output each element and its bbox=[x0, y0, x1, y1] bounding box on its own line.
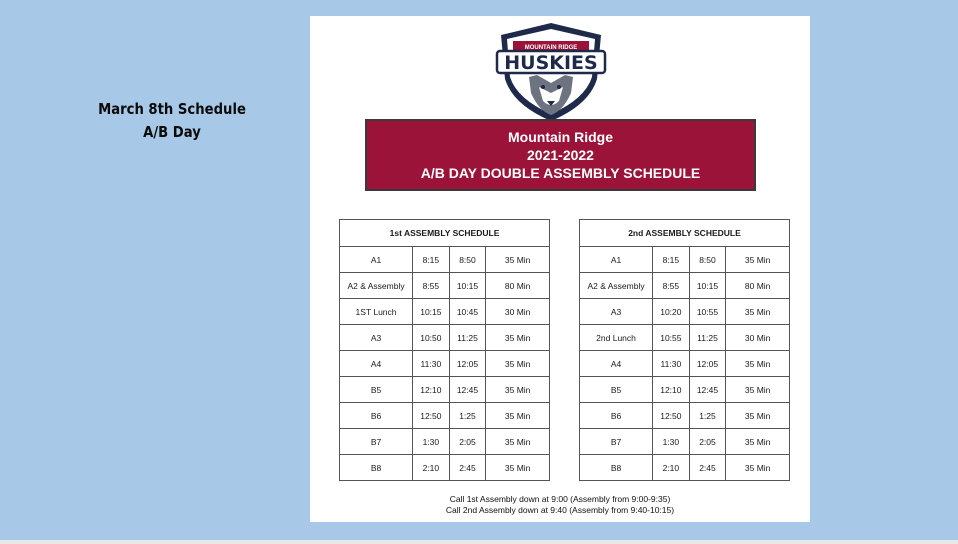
logo-top-text: MOUNTAIN RIDGE bbox=[524, 45, 578, 51]
end-time-cell: 2:45 bbox=[689, 455, 726, 481]
assembly-note-1: Call 1st Assembly down at 9:00 (Assembly from 9:00-9:35) bbox=[449, 494, 671, 504]
period-cell: A4 bbox=[340, 351, 413, 377]
banner-year: 2021-2022 bbox=[527, 147, 594, 163]
period-cell: A2 & Assembly bbox=[340, 273, 413, 299]
table-row bbox=[340, 299, 550, 325]
start-time-cell: 11:30 bbox=[413, 351, 450, 377]
end-time-cell: 12:45 bbox=[689, 377, 726, 403]
start-time-cell: 12:10 bbox=[413, 377, 450, 403]
start-time-cell: 8:55 bbox=[413, 273, 450, 299]
duration-cell: 35 Min bbox=[486, 247, 550, 273]
logo-word: HUSKIES bbox=[504, 52, 598, 74]
table-row bbox=[340, 455, 550, 481]
period-cell: 1ST Lunch bbox=[340, 299, 413, 325]
table-row bbox=[340, 429, 550, 455]
end-time-cell: 2:45 bbox=[449, 455, 486, 481]
duration-cell: 35 Min bbox=[726, 403, 790, 429]
slide-title-line2: A/B Day bbox=[143, 123, 201, 141]
start-time-cell: 2:10 bbox=[413, 455, 450, 481]
start-time-cell: 12:50 bbox=[653, 403, 690, 429]
start-time-cell: 10:55 bbox=[653, 325, 690, 351]
table-row bbox=[580, 377, 790, 403]
table-row bbox=[340, 351, 550, 377]
period-cell: B8 bbox=[340, 455, 413, 481]
duration-cell: 35 Min bbox=[726, 377, 790, 403]
start-time-cell: 10:15 bbox=[413, 299, 450, 325]
table-row bbox=[580, 273, 790, 299]
first-assembly-table bbox=[339, 219, 550, 481]
duration-cell: 35 Min bbox=[486, 377, 550, 403]
slide-title-line1: March 8th Schedule bbox=[98, 100, 246, 118]
table-row bbox=[580, 247, 790, 273]
table-row bbox=[580, 325, 790, 351]
bottom-strip bbox=[0, 540, 958, 544]
period-cell: A1 bbox=[340, 247, 413, 273]
end-time-cell: 12:05 bbox=[689, 351, 726, 377]
start-time-cell: 2:10 bbox=[653, 455, 690, 481]
duration-cell: 35 Min bbox=[726, 429, 790, 455]
period-cell: A3 bbox=[340, 325, 413, 351]
table-row bbox=[580, 429, 790, 455]
end-time-cell: 1:25 bbox=[689, 403, 726, 429]
end-time-cell: 2:05 bbox=[689, 429, 726, 455]
end-time-cell: 2:05 bbox=[449, 429, 486, 455]
start-time-cell: 10:20 bbox=[653, 299, 690, 325]
table-header: 2nd ASSEMBLY SCHEDULE bbox=[580, 220, 790, 247]
start-time-cell: 1:30 bbox=[653, 429, 690, 455]
end-time-cell: 11:25 bbox=[689, 325, 726, 351]
period-cell: 2nd Lunch bbox=[580, 325, 653, 351]
end-time-cell: 8:50 bbox=[449, 247, 486, 273]
duration-cell: 80 Min bbox=[726, 273, 790, 299]
huskies-logo-icon bbox=[493, 21, 609, 123]
table-row bbox=[340, 247, 550, 273]
end-time-cell: 10:55 bbox=[689, 299, 726, 325]
start-time-cell: 8:55 bbox=[653, 273, 690, 299]
end-time-cell: 10:15 bbox=[689, 273, 726, 299]
period-cell: B8 bbox=[580, 455, 653, 481]
period-cell: A3 bbox=[580, 299, 653, 325]
start-time-cell: 8:15 bbox=[413, 247, 450, 273]
table-row bbox=[340, 273, 550, 299]
end-time-cell: 11:25 bbox=[449, 325, 486, 351]
duration-cell: 35 Min bbox=[726, 247, 790, 273]
end-time-cell: 8:50 bbox=[689, 247, 726, 273]
table-row bbox=[580, 351, 790, 377]
table-row bbox=[340, 377, 550, 403]
banner-title: A/B DAY DOUBLE ASSEMBLY SCHEDULE bbox=[420, 165, 701, 181]
duration-cell: 35 Min bbox=[486, 455, 550, 481]
start-time-cell: 10:50 bbox=[413, 325, 450, 351]
second-assembly-table bbox=[579, 219, 790, 481]
start-time-cell: 1:30 bbox=[413, 429, 450, 455]
period-cell: B5 bbox=[340, 377, 413, 403]
period-cell: B6 bbox=[580, 403, 653, 429]
end-time-cell: 10:15 bbox=[449, 273, 486, 299]
end-time-cell: 12:45 bbox=[449, 377, 486, 403]
duration-cell: 35 Min bbox=[486, 429, 550, 455]
period-cell: A1 bbox=[580, 247, 653, 273]
start-time-cell: 11:30 bbox=[653, 351, 690, 377]
table-row bbox=[340, 325, 550, 351]
period-cell: B7 bbox=[340, 429, 413, 455]
table-row bbox=[340, 403, 550, 429]
slide-title bbox=[73, 98, 270, 144]
end-time-cell: 12:05 bbox=[449, 351, 486, 377]
end-time-cell: 10:45 bbox=[449, 299, 486, 325]
period-cell: B5 bbox=[580, 377, 653, 403]
duration-cell: 35 Min bbox=[726, 455, 790, 481]
duration-cell: 35 Min bbox=[726, 299, 790, 325]
duration-cell: 80 Min bbox=[486, 273, 550, 299]
duration-cell: 35 Min bbox=[486, 325, 550, 351]
duration-cell: 35 Min bbox=[486, 351, 550, 377]
schedule-document bbox=[310, 16, 810, 522]
table-header: 1st ASSEMBLY SCHEDULE bbox=[340, 220, 550, 247]
table-row bbox=[580, 403, 790, 429]
start-time-cell: 12:10 bbox=[653, 377, 690, 403]
assembly-note-2: Call 2nd Assembly down at 9:40 (Assembly from 9:40-10:15) bbox=[445, 505, 675, 515]
period-cell: A2 & Assembly bbox=[580, 273, 653, 299]
start-time-cell: 12:50 bbox=[413, 403, 450, 429]
end-time-cell: 1:25 bbox=[449, 403, 486, 429]
duration-cell: 35 Min bbox=[726, 351, 790, 377]
period-cell: B6 bbox=[340, 403, 413, 429]
period-cell: B7 bbox=[580, 429, 653, 455]
schedule-banner bbox=[365, 119, 756, 191]
banner-school: Mountain Ridge bbox=[508, 129, 613, 145]
duration-cell: 30 Min bbox=[486, 299, 550, 325]
start-time-cell: 8:15 bbox=[653, 247, 690, 273]
assembly-notes bbox=[310, 494, 810, 516]
table-row bbox=[580, 455, 790, 481]
duration-cell: 35 Min bbox=[486, 403, 550, 429]
table-row bbox=[580, 299, 790, 325]
period-cell: A4 bbox=[580, 351, 653, 377]
duration-cell: 30 Min bbox=[726, 325, 790, 351]
